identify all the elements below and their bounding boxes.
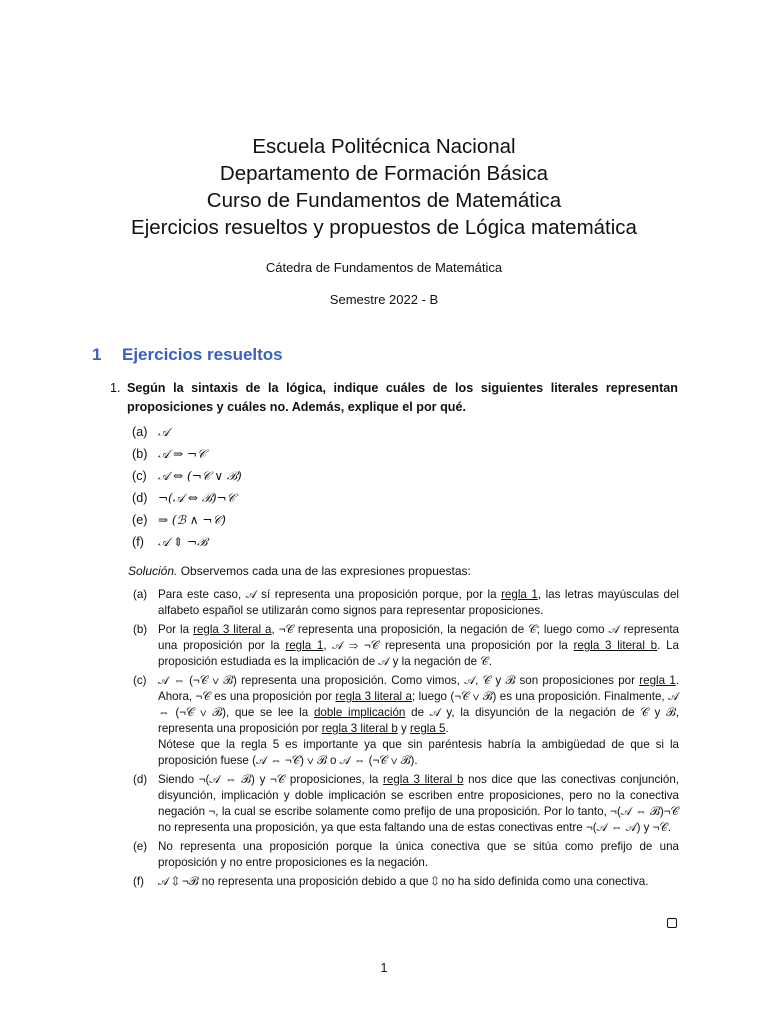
literal-label: (d) <box>132 491 148 505</box>
literal-label: (f) <box>132 535 144 549</box>
answer-paragraph <box>158 622 679 670</box>
answer-paragraph <box>158 874 679 890</box>
page-number: 1 <box>380 961 388 975</box>
rule-reference: regla 1 <box>501 588 538 601</box>
answer-text: de 𝒜 y, la disyunción de la negación de 𝒞 y ℬ, representa una proposición por <box>158 706 680 735</box>
rule-reference: regla 5 <box>410 722 446 735</box>
answer-label: (b) <box>133 623 148 636</box>
answer-list <box>133 587 679 893</box>
answer-text: ; luego (¬𝒞 ∨ ℬ) es una proposición. Finalmente, 𝒜 ⇔ (¬𝒞 ∨ ℬ), que se lee la <box>158 690 679 719</box>
answer-item <box>133 622 679 670</box>
literal-expression: ¬(𝒜 ⇔ ℬ)¬𝒞 <box>158 491 236 505</box>
title-line-department: Departamento de Formación Básica <box>219 162 549 185</box>
section-title-text: Ejercicios resueltos <box>122 345 283 364</box>
answer-text: Siendo ¬(𝒜 ⇔ ℬ) y ¬𝒞 proposiciones, la <box>158 773 384 786</box>
exercise-statement: Según la sintaxis de la lógica, indique cuáles de los siguientes literales representan proposiciones y cuáles no. Además, explique el por qué. <box>127 381 678 414</box>
literal-label: (e) <box>132 513 148 527</box>
answer-text: No representa una proposición porque la única conectiva que se sitúa como prefijo de una proposición y no entre proposiciones es la negación. <box>158 840 679 869</box>
literal-expression: 𝒜 ⇒ ¬𝒞 <box>158 447 206 461</box>
solution-label: Solución. <box>128 564 178 578</box>
answer-paragraph <box>158 772 679 836</box>
literal-expression: 𝒜 ⇕ ¬ℬ <box>158 535 208 549</box>
exercise-question <box>110 379 678 417</box>
solution-intro-text: Observemos cada una de las expresiones propuestas: <box>180 564 471 578</box>
answer-text: , las letras mayúsculas del alfabeto español se utilizarán como signos para representar proposiciones. <box>158 588 680 617</box>
answer-text: . <box>445 722 449 735</box>
literal-expression: ⇒ (ℬ ∧ ¬𝒞) <box>158 513 226 527</box>
literal-item <box>132 531 242 553</box>
answer-text: , ¬𝒞 representa una proposición, la negación de 𝒞; luego como 𝒜 representa una proposición por la <box>158 623 679 652</box>
literal-expression: 𝒜 <box>158 425 170 439</box>
literal-item <box>132 465 242 487</box>
literal-list <box>132 421 242 553</box>
answer-item <box>133 772 679 836</box>
title-line-institution: Escuela Politécnica Nacional <box>252 135 516 158</box>
literal-item <box>132 443 242 465</box>
answer-text: Para este caso, 𝒜 sí representa una proposición porque, por la <box>158 588 502 601</box>
answer-text: 𝒜 ⇔ (¬𝒞 ∨ ℬ) representa una proposición. Como vimos, 𝒜, 𝒞 y ℬ son proposiciones por <box>158 674 640 687</box>
answer-item <box>133 673 679 769</box>
answer-paragraph <box>158 587 679 619</box>
section-heading <box>92 345 283 365</box>
answer-text: . Ahora, ¬𝒞 es una proposición por <box>158 674 679 703</box>
title-line-subject: Ejercicios resueltos y propuestos de Lógica matemática <box>131 216 637 239</box>
answer-paragraph <box>158 737 679 769</box>
rule-reference: regla 3 literal b <box>383 773 464 786</box>
answer-text: , 𝒜 ⇒ ¬𝒞 representa una proposición por la <box>323 639 574 652</box>
date-line: Semestre 2022 - B <box>329 292 439 307</box>
literal-label: (a) <box>132 425 148 439</box>
qed-symbol <box>667 918 677 928</box>
answer-label: (a) <box>133 588 148 601</box>
answer-item <box>133 587 679 619</box>
answer-text: nos dice que las conectivas conjunción, disyunción, implicación y doble implicación se escriben entre proposiciones, pero no la conectiva negación ¬, la cual se escribe solamente como prefijo de una proposición. Por lo tanto, ¬(𝒜 ⇔ ℬ)¬𝒞 no representa una proposición, ya que esta faltando una de estas conectivas entre ¬(𝒜 ⇔ 𝒜) y ¬𝒞. <box>158 773 679 834</box>
title-line-course: Curso de Fundamentos de Matemática <box>206 189 562 212</box>
rule-reference: regla 3 literal a <box>193 623 272 636</box>
rule-reference: regla 3 literal a <box>335 690 412 703</box>
rule-reference: regla 1 <box>285 639 324 652</box>
literal-item <box>132 421 242 443</box>
answer-item <box>133 839 679 871</box>
answer-paragraph <box>158 839 679 871</box>
solution-intro <box>128 564 471 578</box>
literal-item <box>132 509 242 531</box>
rule-reference: regla 1 <box>639 674 676 687</box>
literal-item <box>132 487 242 509</box>
rule-reference: regla 3 literal b <box>321 722 398 735</box>
author-line: Cátedra de Fundamentos de Matemática <box>265 260 503 275</box>
section-number: 1 <box>92 345 102 364</box>
exercise-number: 1. <box>110 381 121 395</box>
answer-label: (d) <box>133 773 148 786</box>
answer-text: Por la <box>158 623 194 636</box>
rule-reference: regla 3 literal b <box>573 639 658 652</box>
answer-item <box>133 874 679 890</box>
answer-label: (c) <box>133 674 147 687</box>
answer-paragraph <box>158 673 679 737</box>
answer-text: Nótese que la regla 5 es importante ya que sin paréntesis habría la ambigüedad de que si la proposición fuese (𝒜 ⇔ ¬𝒞) ∨ ℬ o 𝒜 ⇔ (¬𝒞 ∨ ℬ). <box>158 738 679 767</box>
document-title <box>0 133 768 241</box>
answer-label: (e) <box>133 840 148 853</box>
answer-text: 𝒜 ⇕ ¬ℬ no representa una proposición debido a que ⇕ no ha sido definida como una conectiva. <box>158 875 649 888</box>
literal-label: (b) <box>132 447 148 461</box>
literal-expression: 𝒜 ⇔ (¬𝒞 ∨ ℬ) <box>158 469 242 483</box>
answer-text: . La proposición estudiada es la implicación de 𝒜 y la negación de 𝒞. <box>158 639 679 668</box>
rule-reference: doble implicación <box>313 706 406 719</box>
answer-text: y <box>397 722 411 735</box>
answer-label: (f) <box>133 875 144 888</box>
literal-label: (c) <box>132 469 147 483</box>
